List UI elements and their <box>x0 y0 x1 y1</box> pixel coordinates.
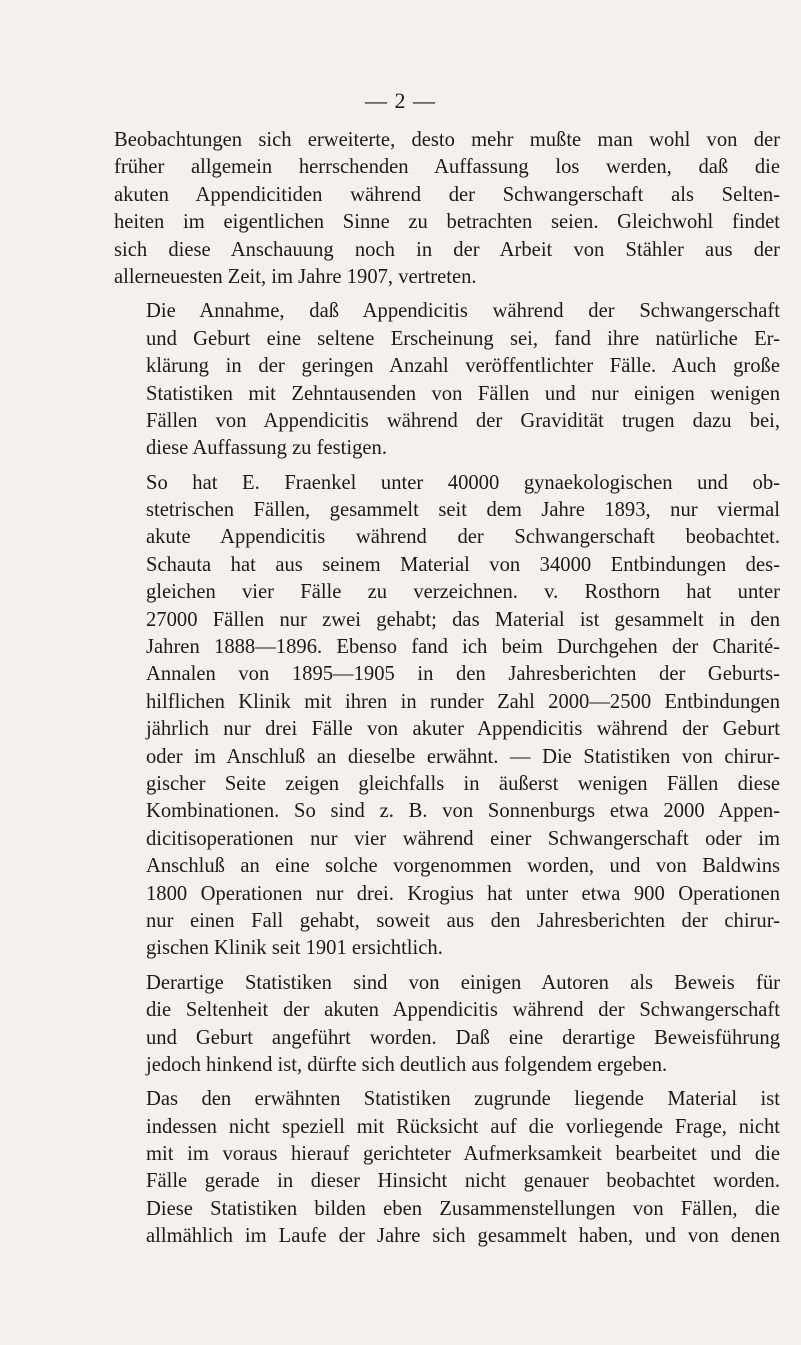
text-line: Diese Statistiken bilden eben Zusammenstellungen von Fällen, die <box>146 1197 780 1220</box>
text-line: dicitisoperationen nur vier während einer Schwangerschaft oder im <box>146 827 780 850</box>
text-line: 27000 Fällen nur zwei gehabt; das Material ist gesammelt in den <box>146 608 780 631</box>
text-line: Beobachtungen sich erweiterte, desto mehr mußte man wohl von der <box>114 129 780 151</box>
text-line: gischen Klinik seit 1901 ersichtlich. <box>146 937 443 960</box>
paragraph-1 <box>114 127 780 291</box>
text-line: Schauta hat aus seinem Material von 34000 Entbindungen des- <box>146 553 780 576</box>
page-number: — 2 — <box>365 88 436 113</box>
paragraph-4 <box>114 970 780 1080</box>
text-line: jährlich nur drei Fälle von akuter Appendicitis während der Geburt <box>146 718 780 741</box>
text-line: hilflichen Klinik mit ihren in runder Zahl 2000—2500 Entbindungen <box>146 690 780 713</box>
text-line: nur einen Fall gehabt, soweit aus den Jahresberichten der chirur- <box>146 909 780 932</box>
text-line: Fällen von Appendicitis während der Gravidität trugen dazu bei, <box>146 409 780 432</box>
text-line: Statistiken mit Zehntausenden von Fällen und nur einigen wenigen <box>146 382 780 405</box>
paragraph-5 <box>114 1086 780 1250</box>
text-line: 1800 Operationen nur drei. Krogius hat unter etwa 900 Operationen <box>146 882 780 905</box>
text-line: und Geburt angeführt worden. Daß eine derartige Beweisführung <box>146 1026 780 1049</box>
text-line: Anschluß an eine solche vorgenommen worden, und von Baldwins <box>146 855 780 878</box>
text-line: Das den erwähnten Statistiken zugrunde liegende Material ist <box>146 1088 780 1111</box>
text-line: sich diese Anschauung noch in der Arbeit von Stähler aus der <box>114 238 780 261</box>
text-line: diese Auffassung zu festigen. <box>146 437 387 460</box>
text-line: Die Annahme, daß Appendicitis während der Schwangerschaft <box>146 300 780 323</box>
text-line: stetrischen Fällen, gesammelt seit dem Jahre 1893, nur viermal <box>146 499 780 522</box>
text-line: oder im Anschluß an dieselbe erwähnt. — Die Statistiken von chirur- <box>146 745 780 768</box>
text-line: Annalen von 1895—1905 in den Jahresberichten der Geburts- <box>146 663 780 686</box>
text-line: allerneuesten Zeit, im Jahre 1907, vertreten. <box>114 265 477 288</box>
body-text <box>114 127 780 1251</box>
paragraph-3 <box>114 470 780 963</box>
text-line: gleichen vier Fälle zu verzeichnen. v. Rosthorn hat unter <box>146 581 780 604</box>
text-line: gischer Seite zeigen gleichfalls in äußerst wenigen Fällen diese <box>146 772 780 795</box>
text-line: akuten Appendicitiden während der Schwangerschaft als Selten- <box>114 183 780 206</box>
text-line: Jahren 1888—1896. Ebenso fand ich beim Durchgehen der Charité- <box>146 636 780 659</box>
paragraph-2 <box>114 298 780 462</box>
text-line: Fälle gerade in dieser Hinsicht nicht genauer beobachtet worden. <box>146 1170 780 1193</box>
text-line: allmählich im Laufe der Jahre sich gesammelt haben, und von denen <box>146 1225 780 1248</box>
text-line: indessen nicht speziell mit Rücksicht auf die vorliegende Frage, nicht <box>146 1115 780 1138</box>
text-line: klärung in der geringen Anzahl veröffentlichter Fälle. Auch große <box>146 355 780 378</box>
text-line: jedoch hinkend ist, dürfte sich deutlich aus folgendem ergeben. <box>146 1053 668 1076</box>
text-line: mit im voraus hierauf gerichteter Aufmerksamkeit bearbeitet und die <box>146 1143 780 1166</box>
text-line: und Geburt eine seltene Erscheinung sei, fand ihre natürliche Er- <box>146 327 780 350</box>
text-line: akute Appendicitis während der Schwangerschaft beobachtet. <box>146 526 780 549</box>
text-line: So hat E. Fraenkel unter 40000 gynaekologischen und ob- <box>146 471 780 494</box>
text-line: heiten im eigentlichen Sinne zu betrachten seien. Gleichwohl findet <box>114 211 780 234</box>
text-line: Derartige Statistiken sind von einigen Autoren als Beweis für <box>146 971 780 994</box>
text-line: die Seltenheit der akuten Appendicitis während der Schwangerschaft <box>146 999 780 1022</box>
text-line: früher allgemein herrschenden Auffassung los werden, daß die <box>114 156 780 179</box>
text-line: Kombinationen. So sind z. B. von Sonnenburgs etwa 2000 Appen- <box>146 800 780 823</box>
